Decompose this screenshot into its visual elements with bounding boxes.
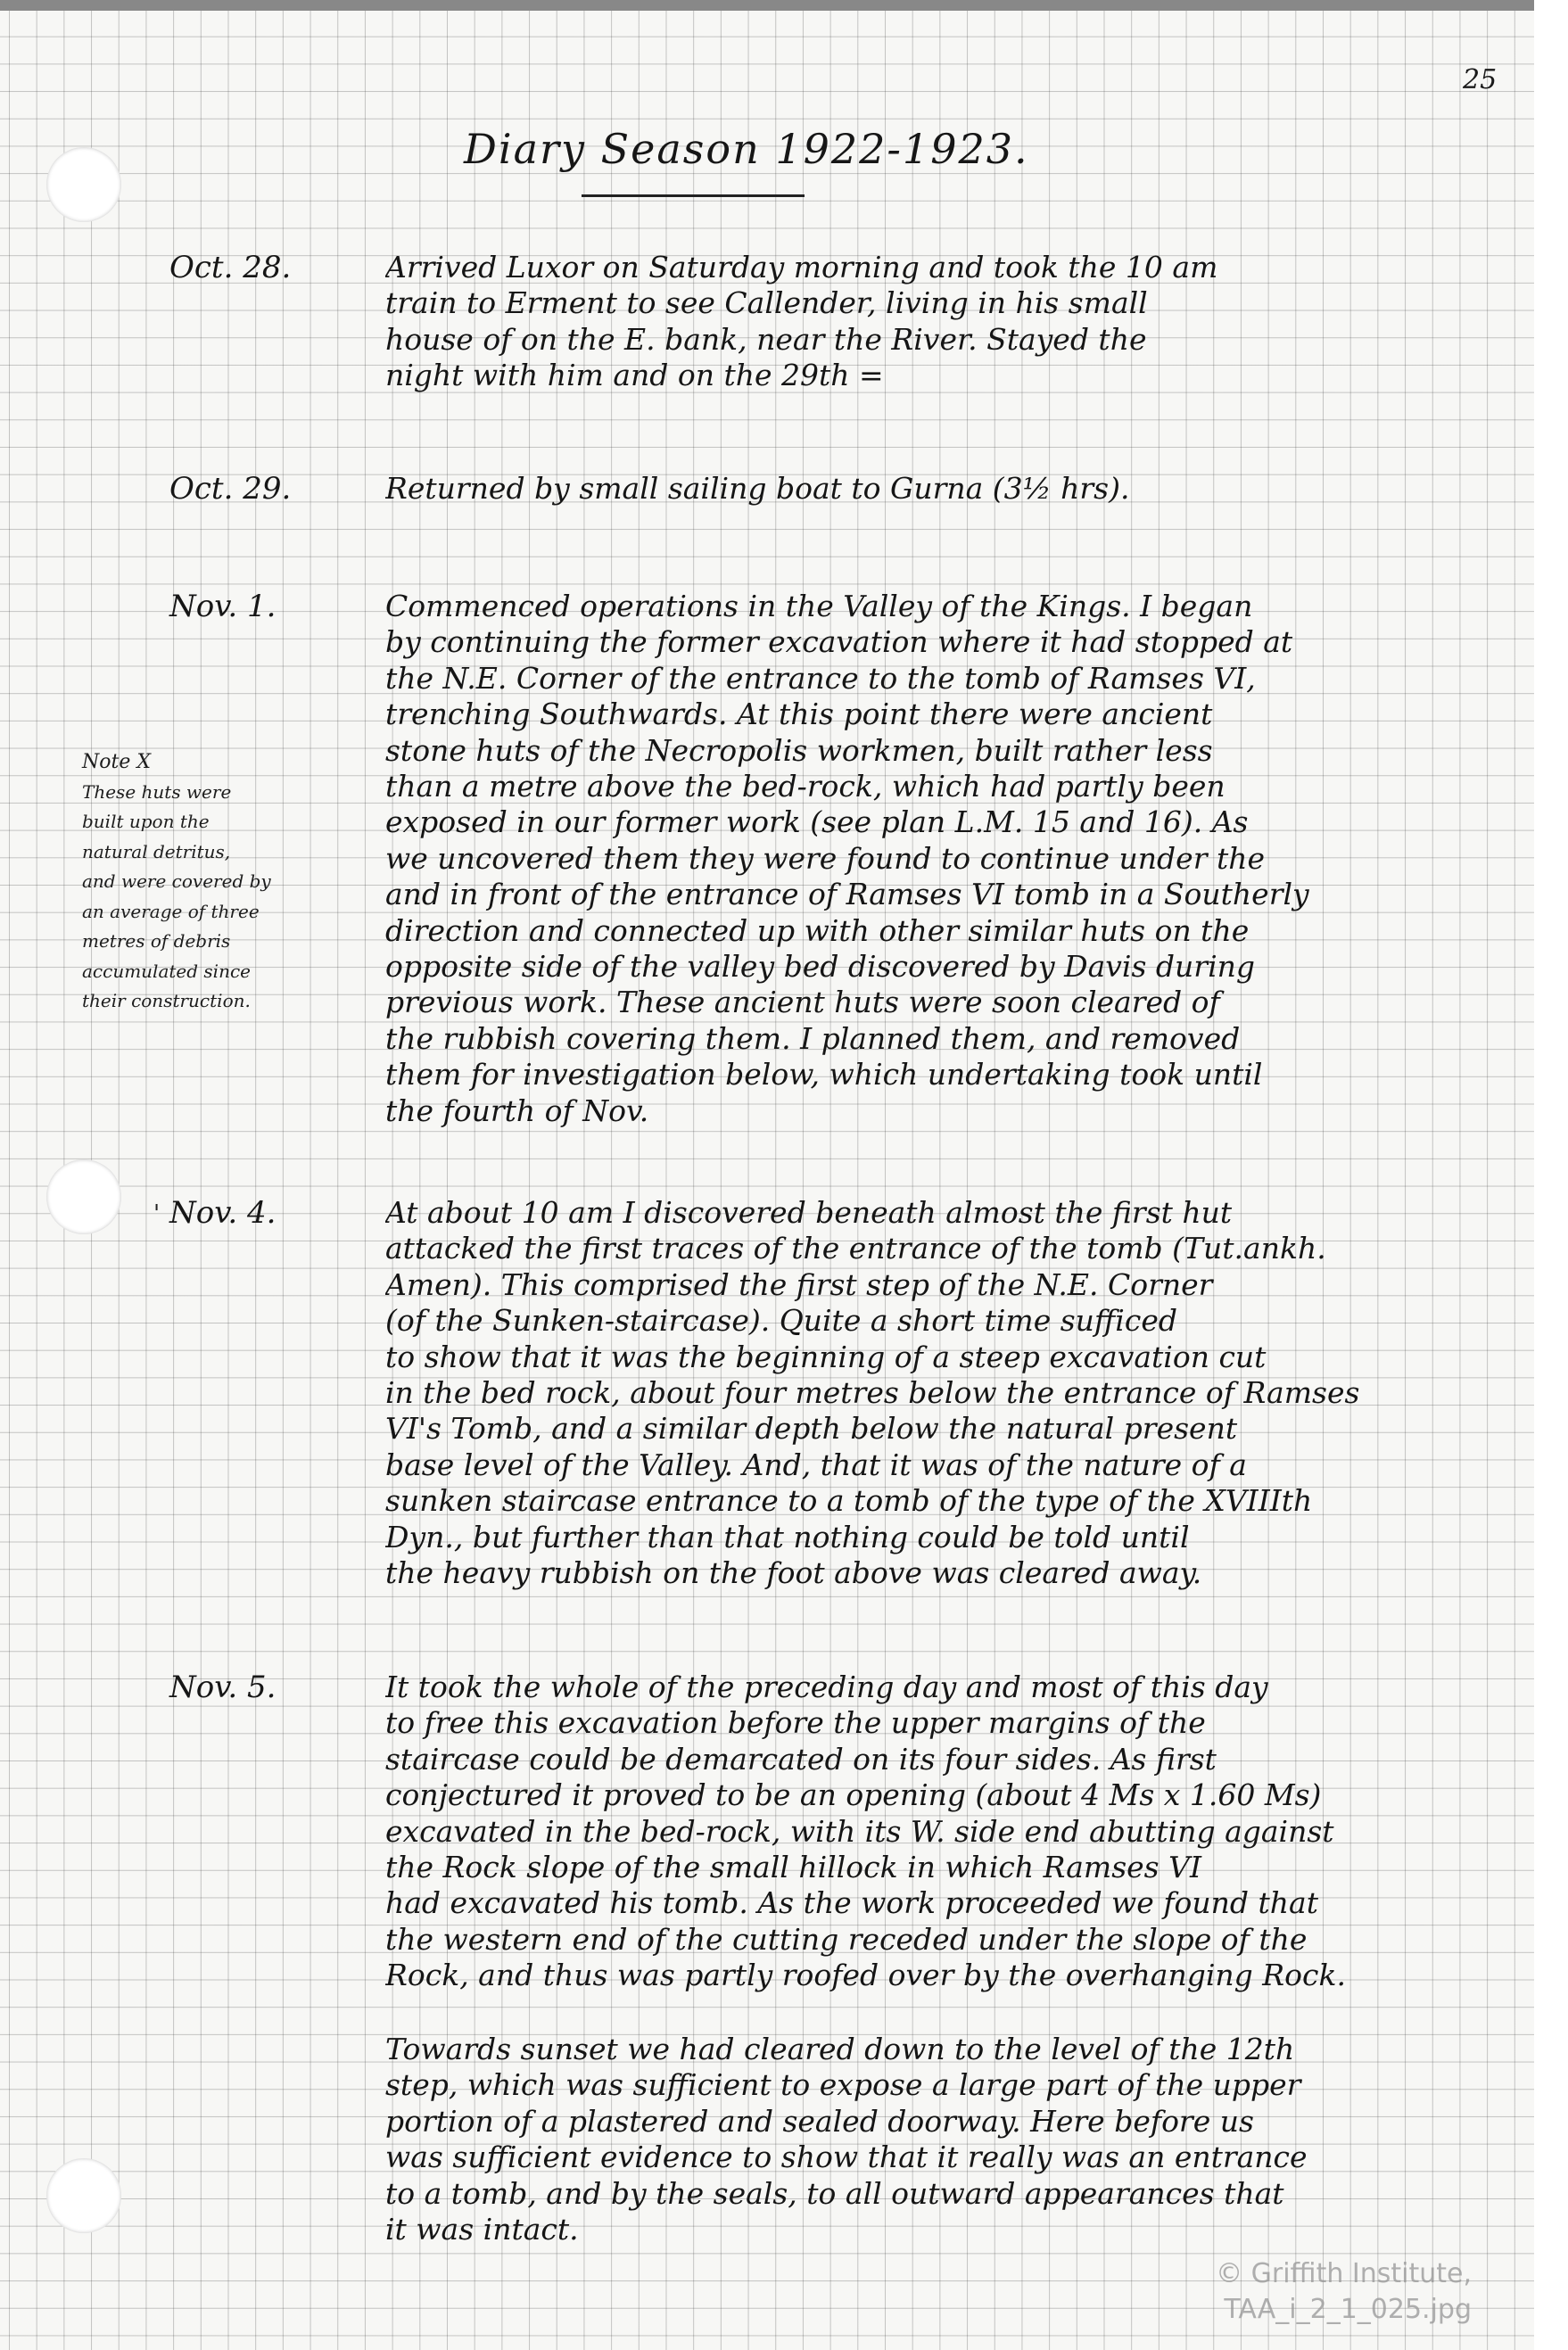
watermark-line: TAA_i_2_1_025.jpg (1224, 2294, 1472, 2325)
diary-entry (385, 471, 1502, 507)
diary-entry (385, 250, 1502, 394)
entry-line: (of the Sunken-staircase). Quite a short time sufficed (385, 1303, 1177, 1339)
entry-line: the Rock slope of the small hillock in which Ramses VI (385, 1850, 1201, 1885)
margin-note-line: and were covered by (82, 870, 271, 892)
entry-date: Nov. 5. (169, 1670, 276, 1705)
entry-line: the rubbish covering them. I planned them, and removed (385, 1020, 1241, 1056)
entry-date: Oct. 28. (169, 250, 292, 285)
entry-line: conjectured it proved to be an opening (about 4 Ms x 1.60 Ms) (385, 1777, 1322, 1813)
entry-line: Towards sunset we had cleared down to the level of the 12th (385, 2032, 1295, 2066)
entry-line: night with him and on the 29th = (385, 358, 884, 393)
margin-note-line: natural detritus, (82, 840, 231, 862)
entry-line: trenching Southwards. At this point there were ancient (385, 697, 1213, 732)
entry-line: the western end of the cutting receded under the slope of the (385, 1921, 1308, 1957)
punch-hole (46, 2158, 121, 2233)
stray-mark: ' (153, 1200, 161, 1227)
entry-line: was sufficient evidence to show that it really was an entrance (385, 2140, 1308, 2175)
entry-line: the N.E. Corner of the entrance to the tomb of Ramses VI, (385, 660, 1256, 696)
copyright-watermark (1168, 2256, 1472, 2328)
entry-line: train to Erment to see Callender, living in his small (385, 285, 1148, 321)
margin-note-line: their construction. (82, 990, 251, 1011)
title-underline (582, 194, 805, 197)
entry-line: to free this excavation before the upper margins of the (385, 1705, 1206, 1741)
entry-line: Rock, and thus was partly roofed over by the overhanging Rock. (385, 1958, 1346, 1993)
entry-line: portion of a plastered and sealed doorway. Here before us (385, 2103, 1254, 2139)
entry-line: to a tomb, and by the seals, to all outward appearances that (385, 2175, 1284, 2211)
entry-line: sunken staircase entrance to a tomb of the type of the XVIIIth (385, 1483, 1313, 1519)
entry-line: the fourth of Nov. (385, 1093, 649, 1128)
margin-note-line: metres of debris (82, 930, 231, 952)
diary-entry (385, 1670, 1502, 1994)
margin-note-line: accumulated since (82, 960, 251, 982)
page-right-margin (1534, 0, 1568, 2350)
diary-entry (385, 1195, 1502, 1591)
entry-line: Amen). This comprised the first step of the N.E. Corner (385, 1266, 1213, 1302)
entry-line: base level of the Valley. And, that it was of the nature of a (385, 1447, 1247, 1482)
entry-line: by continuing the former excavation where it had stopped at (385, 624, 1293, 660)
margin-note-line: an average of three (82, 900, 260, 922)
entry-line: stone huts of the Necropolis workmen, built rather less (385, 732, 1213, 768)
margin-note-line: built upon the (82, 811, 210, 832)
entry-line: had excavated his tomb. As the work proceeded we found that (385, 1885, 1318, 1921)
diary-entry (385, 589, 1502, 1129)
entry-line: Arrived Luxor on Saturday morning and took the 10 am (385, 250, 1218, 284)
entry-line: step, which was sufficient to expose a large part of the upper (385, 2067, 1301, 2103)
entry-date: Nov. 4. (169, 1195, 276, 1231)
entry-line: Commenced operations in the Valley of the Kings. I began (385, 589, 1253, 623)
diary-entry-continuation (385, 2032, 1502, 2247)
punch-hole (46, 147, 121, 222)
entry-line: Returned by small sailing boat to Gurna (3½ hrs). (385, 471, 1130, 506)
margin-note (82, 747, 359, 1017)
entry-line: It took the whole of the preceding day and most of this day (385, 1670, 1268, 1704)
entry-line: and in front of the entrance of Ramses VI tomb in a Southerly (385, 877, 1309, 912)
entry-line: house of on the E. bank, near the River. Stayed the (385, 321, 1147, 357)
entry-line: to show that it was the beginning of a steep excavation cut (385, 1339, 1267, 1374)
margin-note-line: These huts were (82, 780, 232, 803)
page-top-edge (0, 0, 1534, 11)
entry-line: previous work. These ancient huts were soon cleared of (385, 985, 1220, 1020)
entry-line: exposed in our former work (see plan L.M. 15 and 16). As (385, 804, 1249, 840)
punch-hole (46, 1159, 121, 1234)
entry-line: direction and connected up with other similar huts on the (385, 912, 1250, 948)
entry-line: At about 10 am I discovered beneath almost the first hut (385, 1195, 1233, 1230)
margin-note-mark: Note X (82, 751, 152, 773)
entry-line: staircase could be demarcated on its four sides. As first (385, 1741, 1217, 1777)
entry-line: opposite side of the valley bed discovered by Davis during (385, 949, 1255, 985)
entry-date: Nov. 1. (169, 589, 276, 624)
page-number: 25 (1463, 64, 1498, 95)
entry-line: them for investigation below, which undertaking took until (385, 1057, 1263, 1093)
entry-line: it was intact. (385, 2212, 579, 2247)
entry-line: attacked the first traces of the entrance of the tomb (Tut.ankh. (385, 1231, 1326, 1266)
entry-line: in the bed rock, about four metres below the entrance of Ramses (385, 1375, 1360, 1411)
entry-line: we uncovered them they were found to continue under the (385, 840, 1266, 876)
watermark-line: © Griffith Institute, (1216, 2258, 1472, 2289)
entry-line: Dyn., but further than that nothing could be told until (385, 1519, 1190, 1554)
entry-date: Oct. 29. (169, 471, 292, 507)
entry-line: than a metre above the bed-rock, which had partly been (385, 769, 1226, 804)
page-title: Diary Season 1922-1923. (464, 125, 1029, 173)
entry-line: excavated in the bed-rock, with its W. side end abutting against (385, 1813, 1334, 1849)
entry-line: the heavy rubbish on the foot above was cleared away. (385, 1555, 1202, 1591)
entry-line: VI's Tomb, and a similar depth below the natural present (385, 1411, 1238, 1447)
